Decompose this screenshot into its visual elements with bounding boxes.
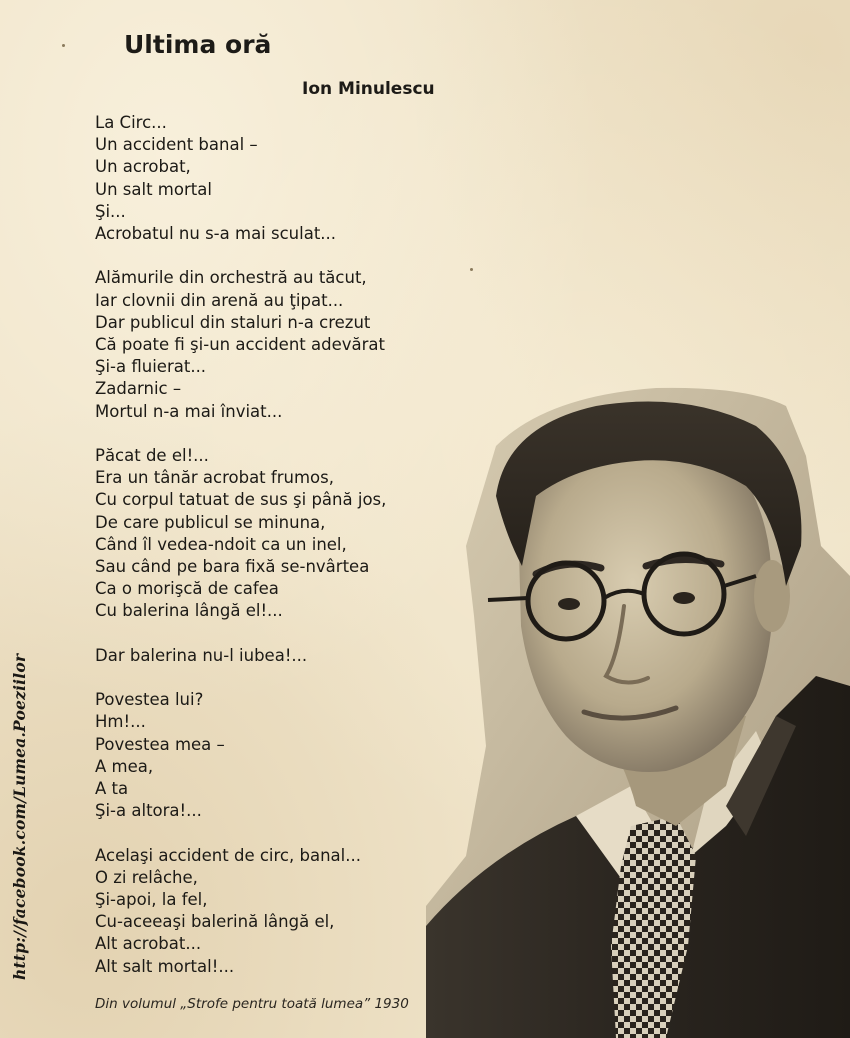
poem-line: Păcat de el!... (95, 446, 209, 466)
poem-line: Era un tânăr acrobat frumos, (95, 468, 334, 488)
paper-fleck (62, 44, 65, 47)
poem-line: De care publicul se minuna, (95, 512, 326, 532)
poem-line: Acelaşi accident de circ, banal... (95, 845, 361, 865)
poem-line: Iar clovnii din arenă au ţipat... (95, 290, 344, 310)
poem-title: Ultima oră (124, 30, 272, 59)
author-portrait (426, 386, 850, 1038)
poem-line: Hm!... (95, 712, 146, 732)
poem-line: Că poate fi şi-un accident adevărat (95, 335, 385, 355)
poem-line: A mea, (95, 756, 154, 776)
poem-line: La Circ... (95, 113, 167, 132)
poem-line: Sau când pe bara fixă se-nvârtea (95, 557, 370, 577)
poem-line: Alămurile din orchestră au tăcut, (95, 268, 367, 288)
poem-line: Şi-a altora!... (95, 801, 202, 821)
poem-line: Alt acrobat... (95, 934, 202, 954)
poem-line: Dar publicul din staluri n-a crezut (95, 312, 371, 332)
poem-line: Şi-a fluierat... (95, 357, 207, 377)
stanza-1 (95, 112, 565, 245)
watermark-url: http://facebook.com/Lumea.Poeziilor (10, 653, 29, 980)
poem-line: Alt salt mortal!... (95, 956, 235, 976)
paper-fleck (470, 268, 473, 271)
poem-line: Acrobatul nu s-a mai sculat... (95, 224, 337, 244)
poem-line: Povestea lui? (95, 690, 204, 710)
poem-line: Cu-aceeaşi balerină lângă el, (95, 912, 335, 932)
poem-line: Zadarnic – (95, 379, 182, 399)
poem-line: Un acrobat, (95, 157, 191, 177)
poem-line: Povestea mea – (95, 734, 225, 754)
poem-source: Din volumul „Strofe pentru toată lumea” 1930 (95, 996, 409, 1012)
poem-line: Ca o morişcă de cafea (95, 579, 279, 599)
poem-line: A ta (95, 779, 129, 799)
poem-line: Şi-apoi, la fel, (95, 890, 208, 910)
poem-line: Un accident banal – (95, 135, 258, 155)
poem-line: O zi relâche, (95, 867, 198, 887)
poem-line: Cu balerina lângă el!... (95, 601, 283, 621)
poem-line: Când îl vedea-ndoit ca un inel, (95, 534, 347, 554)
poem-line: Dar balerina nu-l iubea!... (95, 645, 308, 665)
poem-author: Ion Minulescu (302, 79, 435, 99)
poem-line: Un salt mortal (95, 179, 212, 199)
poem-line: Şi... (95, 201, 126, 221)
poem-line: Cu corpul tatuat de sus şi până jos, (95, 490, 387, 510)
poem-line: Mortul n-a mai înviat... (95, 401, 283, 421)
